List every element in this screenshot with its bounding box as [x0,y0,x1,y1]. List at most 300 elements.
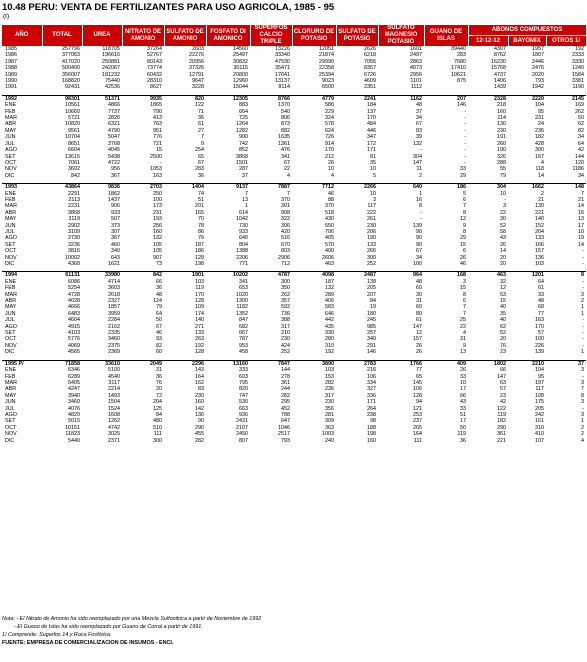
table-cell: 288 [497,159,506,166]
table-cell: - [464,108,466,115]
row-label: AGO [5,235,17,242]
table-cell: 43 [500,235,506,242]
table-cell: 1003 [322,431,334,438]
table-cell: 36 [460,437,466,444]
table-cell: 1 [581,304,585,311]
row-label: 1989 [5,71,17,78]
table-cell: 53 [500,291,506,298]
table-cell: 28310 [147,78,162,85]
table-cell: 8114 [278,84,290,91]
table-cell: 951 [153,127,162,134]
table-cell: 122 [195,102,204,109]
table-cell: 35 [370,159,376,166]
row-label: SET [5,241,16,248]
year-total-row [2,272,586,279]
table-cell: 290 [497,424,506,431]
table-cell: 578 [325,121,334,128]
table-cell: 29 [460,235,466,242]
table-cell: 52 [500,330,506,337]
table-cell: 646 [325,310,334,317]
table-cell: 640 [378,184,424,191]
table-cell: 70 [198,216,204,223]
table-cell: 476 [281,147,290,154]
row-label: OCT [5,424,17,431]
header-abonos-otros: OTROS 1/ [546,36,586,47]
table-cell: 2241 [336,95,378,102]
table-cell: 263 [195,336,204,343]
table-cell: 170 [535,323,544,330]
table-cell: 167 [535,153,544,160]
table-cell: 117 [535,386,544,393]
table-cell: 5405 [68,379,80,386]
table-cell: 664 [239,108,248,115]
table-cell: 3236 [68,241,80,248]
table-cell: 80 [416,310,422,317]
table-cell: 152 [535,222,544,229]
table-cell: 4 [581,437,585,444]
table-cell: 122 [497,405,506,412]
table-cell: 186 [195,248,204,255]
table-cell: 1766 [378,360,424,367]
table-cell: 2220 [508,95,546,102]
table-cell: 3868 [68,209,80,216]
table-cell: 803 [281,248,290,255]
table-cell: 852 [239,147,248,154]
table-cell: 12 [416,330,422,337]
table-cell: 39 [416,134,422,141]
table-cell: 230 [367,222,376,229]
table-cell: 252 [281,349,290,356]
table-cell: 207 [367,291,376,298]
table-cell: 873 [281,121,290,128]
table-cell: 1042 [236,216,248,223]
row-label: MAR [5,291,17,298]
table-cell: 119 [457,431,466,438]
table-cell: 7 [245,190,248,197]
header-guano: GUANO DE ISLAS [424,25,468,46]
table-cell: 4790 [108,127,120,134]
table-cell: 1493 [108,392,120,399]
table-cell: 3 [581,379,585,386]
table-cell: 222 [367,209,376,216]
table-cell: 37 [546,360,586,367]
table-cell: 84 [370,298,376,305]
table-cell: 417020 [62,58,80,65]
source-note: FUENTE: EMPRESA DE COMERCIALIZACION DE INSUMOS - ENCI. [2,640,174,646]
table-cell: 330 [325,330,334,337]
table-cell: 5438 [108,153,120,160]
table-cell: 221 [535,209,544,216]
table-cell: 3890 [292,360,336,367]
table-cell: 341 [239,278,248,285]
table-cell: 171 [367,147,376,154]
table-cell: - [582,261,585,267]
table-cell: 2296 [164,360,206,367]
table-cell: 216 [367,367,376,374]
table-cell: 2500 [150,153,162,160]
header-year: AÑO [2,25,42,46]
table-cell: 128 [413,392,422,399]
table-cell: 34 [578,172,585,179]
table-cell: 66 [460,392,466,399]
row-label: ENE [5,367,17,374]
table-cell: 55 [500,166,506,173]
table-cell: 65 [198,153,204,160]
table-cell: 2 [581,431,585,438]
table-cell: 118705 [102,46,120,52]
table-cell: 2730 [68,235,80,242]
table-cell: 2145 [546,95,586,102]
table-cell: 2107 [236,424,248,431]
table-cell: 187 [195,241,204,248]
table-body [2,46,586,444]
table-cell: 663 [239,405,248,412]
table-cell: 40 [500,304,506,311]
table-cell: - [582,285,585,292]
table-cell: - [582,330,585,337]
table-cell: 3 [373,196,376,203]
table-cell: 670 [281,241,290,248]
header-abonos-121212: 12-12-12 [468,36,508,47]
table-cell: 1182 [236,304,248,311]
table-cell: 132 [325,285,334,292]
table-cell: 262 [575,108,585,115]
table-cell: 2906 [278,254,290,261]
table-cell: 647 [281,418,290,425]
table-cell: 242 [535,411,544,418]
table-cell: 280 [325,336,334,343]
table-cell: 236 [325,386,334,393]
table-cell: 1608 [108,411,120,418]
table-cell: 6726 [364,71,376,78]
table-cell: 107 [535,437,544,444]
table-cell: 34 [578,134,585,141]
table-cell: 712 [281,261,290,267]
table-cell: 290 [195,424,204,431]
table-cell: 4073 [410,65,422,72]
table-cell: 66 [500,367,506,374]
table-cell: 265 [413,424,422,431]
row-label: SET [5,418,16,425]
table-cell: 1621 [108,261,120,267]
table-cell: 62 [500,323,506,330]
table-cell: 19 [370,304,376,311]
row-label: NOV [5,254,17,261]
table-cell: 23 [500,349,506,356]
table-cell: 1300 [236,298,248,305]
row-label: ABR [5,209,17,216]
table-cell: 17 [460,386,466,393]
table-cell: 20 [156,386,162,393]
table-cell: 160 [367,437,376,444]
table-cell: - [582,278,585,285]
table-cell: 7 [463,310,466,317]
table-cell: 109 [195,304,204,311]
table-cell: 7061 [68,159,80,166]
table-cell: 204 [535,228,544,235]
table-cell: 43864 [42,184,82,191]
header-abonos-bayomix: BAYOMIX [508,36,546,47]
table-cell: 67 [156,323,162,330]
row-label: ABR [5,298,17,305]
table-cell: 4 [541,159,544,166]
table-cell: 6604 [68,147,80,154]
table-cell: 3025 [108,431,120,438]
row-label: ENE [5,102,17,109]
row-label: MAR [5,379,17,386]
row-label: 1986 [5,52,17,59]
table-cell: 2375 [108,342,120,349]
table-cell: 230 [325,399,334,406]
table-cell: 26 [460,367,466,374]
table-cell: 29 [460,172,466,179]
table-cell: 340 [111,248,120,255]
table-cell: 142 [195,405,204,412]
table-cell: 22 [284,166,290,173]
table-cell: 2 [419,172,422,179]
table-cell: 480 [153,418,162,425]
table-cell: 7737 [108,108,120,115]
table-cell: 37 [242,172,248,179]
table-cell: 140 [195,317,204,324]
table-cell: 5721 [68,115,80,122]
table-cell: 2431 [236,418,248,425]
table-cell: 93 [156,336,162,343]
table-cell: 2266 [336,184,378,191]
year-total-row [2,360,586,367]
table-cell: 47530 [275,58,290,65]
table-cell: 10 [460,379,466,386]
table-cell: 16230 [491,58,506,65]
table-cell: 304 [413,153,422,160]
table-cell: 14 [578,241,585,248]
table-cell: 4737 [494,71,506,78]
table-cell: 19 [578,235,585,242]
table-cell: 1101 [410,78,422,85]
table-cell: 9 [463,342,466,349]
header-sulfato-potasio: SULFATO DE POTASIO [336,25,378,46]
table-cell: 1 [245,203,248,210]
table-cell: 256 [153,222,162,229]
table-cell: 4 [287,172,290,179]
table-cell: 61 [198,121,204,128]
table-cell: 2328 [468,95,508,102]
table-cell: 48 [416,278,422,285]
table-cell: 1584 [572,71,585,78]
table-cell: 442 [325,317,334,324]
table-cell: 3940 [68,392,80,399]
table-cell: 157 [535,248,544,255]
table-cell: 146 [367,349,376,356]
table-cell: 516 [281,235,290,242]
table-cell: 6 [463,298,466,305]
table-cell: 90 [198,418,204,425]
table-cell: 363 [325,424,334,431]
table-cell: 266 [367,248,376,255]
table-cell: 31 [156,367,162,374]
table-cell: - [160,159,162,166]
row-label: MAY [5,216,17,223]
table-cell: 510 [153,424,162,431]
table-cell: 356 [325,405,334,412]
table-cell: 2214 [108,386,120,393]
note-otros: 1/ Comprende: Sugarfos 14 y Roca Fosfórica. [2,632,112,638]
table-cell: 4915 [68,323,80,330]
table-cell: 15 [460,241,466,248]
table-cell: 21 [538,196,544,203]
table-cell: 30 [416,291,422,298]
table-cell: 10151 [65,424,80,431]
table-cell: 52 [500,222,506,229]
row-label: FEB [5,196,16,203]
table-cell: 9935 [122,95,164,102]
table-cell: 229 [325,108,334,115]
row-label: 1985 [5,46,17,52]
table-cell: 46 [156,330,162,337]
table-cell: 168 [424,272,468,279]
table-cell: 111 [413,437,422,444]
table-cell: 100 [535,336,544,343]
table-cell: 133 [195,330,204,337]
table-cell: 42 [578,147,585,154]
table-cell: 484 [367,121,376,128]
table-cell: 2446 [532,58,544,65]
table-cell: 3460 [68,399,80,406]
table-cell: 218 [497,102,506,109]
table-cell: 15 [500,298,506,305]
table-cell: 73774 [147,65,162,72]
table-cell: 6500 [322,84,334,91]
row-label: JUN [5,310,16,317]
table-cell: 283 [195,166,204,173]
table-cell: 3119 [68,216,80,223]
table-cell: 334 [367,379,376,386]
table-cell: 725 [239,115,248,122]
table-cell: 1802 [468,360,508,367]
table-cell: 26 [416,342,422,349]
table-cell: 163 [153,172,162,179]
table-cell: 262 [281,291,290,298]
table-cell: 6086 [68,278,80,285]
table-cell: 882 [281,127,290,134]
table-cell: - [464,127,466,134]
table-cell: 592 [281,304,290,311]
table-cell: 1112 [410,84,422,91]
table-cell: 25394 [319,71,334,78]
table-cell: 67 [284,159,290,166]
table-cell: 956 [111,166,120,173]
table-cell: 25497 [233,52,248,59]
table-cell: 23 [500,392,506,399]
table-cell: 4714 [108,278,120,285]
table-cell: 603 [239,373,248,380]
table-cell: 3768 [108,140,120,147]
table-cell: 333 [239,367,248,374]
table-cell: 128 [195,298,204,305]
table-cell: 29990 [319,58,334,65]
table-cell: 640 [239,235,248,242]
table-cell: 73 [156,261,162,267]
table-cell: 128 [195,254,204,261]
row-label: OCT [5,159,17,166]
table-cell: 77 [538,310,544,317]
table-cell: 2284 [108,317,120,324]
row-label: AGO [5,147,17,154]
header-sulfato-magnesio: SULFATO MAGNESIO POTASIO [378,25,424,46]
table-cell: 7 [201,134,204,141]
table-cell: 160 [195,399,204,406]
table-cell: 1807 [532,52,544,59]
table-cell: 22358 [319,65,334,72]
header-abonos: ABONOS COMPUESTOS [468,25,586,36]
table-cell: 282 [325,379,334,386]
table-cell: 460 [111,241,120,248]
table-cell: 82 [156,342,162,349]
table-cell: 51 [460,411,466,418]
table-cell: 406 [325,298,334,305]
row-label: JUL [5,317,15,324]
table-cell: 16 [578,209,585,216]
table-cell: 180 [367,310,376,317]
table-cell: 6346 [68,367,80,374]
table-cell: 306 [281,222,290,229]
table-cell: 2291 [68,190,80,197]
table-cell: 2863 [410,58,422,65]
table-cell: 1404 [164,184,206,191]
table-cell: 128 [195,349,204,356]
table-cell: 81 [370,153,376,160]
table-cell: 42 [500,399,506,406]
table-cell: 771 [239,261,248,267]
table-cell: 5 [373,172,376,179]
table-cell: 1190 [572,84,585,91]
row-label: FEB [5,373,16,380]
row-label: AGO [5,411,17,418]
table-cell: 10820 [65,121,80,128]
table-cell: 244 [281,386,290,393]
table-cell: 14 [578,203,585,210]
table-cell: 643 [111,254,120,261]
table-cell: 458 [239,349,248,356]
table-cell: 847 [239,317,248,324]
table-cell: 92431 [65,84,80,91]
table-cell: 356007 [62,71,80,78]
table-cell: 71858 [42,360,82,367]
table-cell: 2 [581,298,585,305]
table-cell: 250881 [102,58,120,65]
table-cell: 327 [367,386,376,393]
table-cell: 125 [153,405,162,412]
table-cell: 22276 [189,52,204,59]
table-cell: 103 [195,278,204,285]
table-cell: 130 [535,203,544,210]
table-cell: 103 [535,261,544,267]
table-cell: 793 [535,78,544,85]
year-total-row [2,184,586,191]
table-cell: 361 [497,431,506,438]
table-cell: 667 [239,330,248,337]
table-cell: 57 [538,330,544,337]
table-cell: 1439 [494,84,506,91]
table-cell: 26 [328,159,334,166]
table-cell: 2206 [236,254,248,261]
table-cell: 4098 [292,272,336,279]
table-cell: 50 [156,317,162,324]
table-cell: 763 [153,121,162,128]
year-total-row [2,95,586,102]
table-cell: 4045 [108,147,120,154]
table-cell: 57 [500,386,506,393]
